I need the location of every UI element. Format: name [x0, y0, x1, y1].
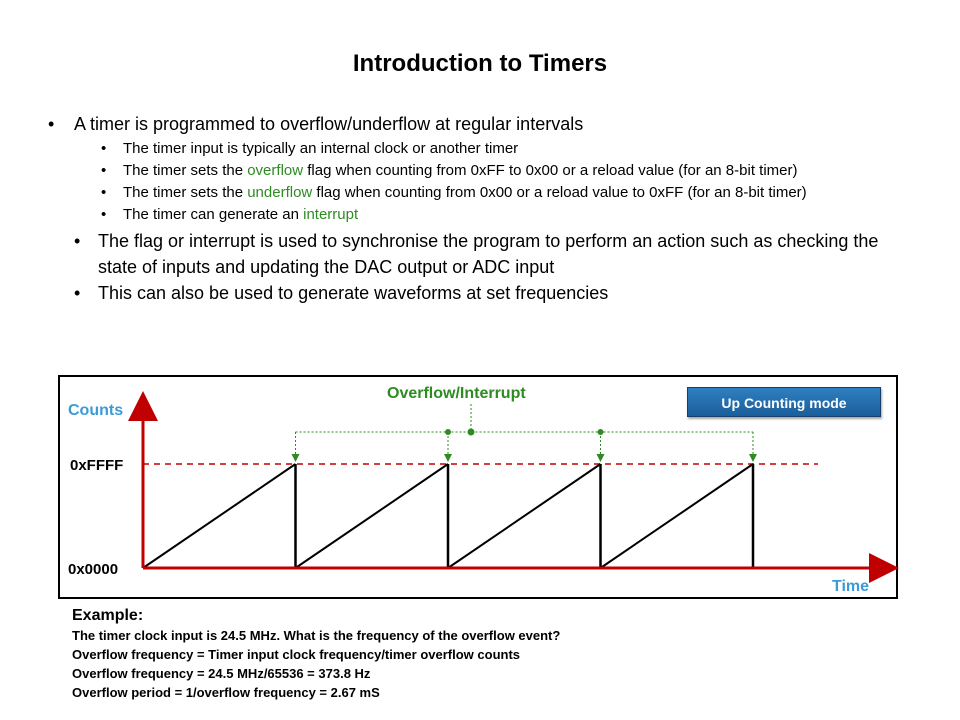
- bullet-waveforms: • This can also be used to generate waveforms at set frequencies: [48, 280, 918, 306]
- underflow-text-pre: The timer sets the: [123, 184, 248, 201]
- example-line: The timer clock input is 24.5 MHz. What is the frequency of the overflow event?: [72, 628, 561, 643]
- max-count-label: 0xFFFF: [70, 457, 124, 474]
- example-line: Overflow period = 1/overflow frequency = 2.67 mS: [72, 685, 380, 700]
- slide-title: Introduction to Timers: [352, 50, 608, 77]
- interrupt-junction-dot: [468, 429, 475, 436]
- overflow-text-post: flag when counting from 0xFF to 0x00 or a reload value (for an 8-bit timer): [303, 162, 798, 179]
- underflow-highlight: underflow: [247, 184, 313, 201]
- ramp-segment: [601, 464, 754, 568]
- example-heading: Example:: [72, 607, 144, 624]
- interrupt-junction-dot: [445, 429, 451, 435]
- example-line: Overflow frequency = Timer input clock frequency/timer overflow counts: [72, 647, 521, 662]
- min-count-label: 0x0000: [68, 561, 119, 578]
- overflow-interrupt-annotation: [296, 404, 754, 458]
- sub-bullet-timer-input: • The timer input is typically an internal clock or another timer: [48, 138, 918, 160]
- interrupt-highlight: interrupt: [303, 206, 359, 223]
- ramp-segment: [143, 464, 296, 568]
- ramp-segment: [448, 464, 601, 568]
- overflow-highlight: overflow: [247, 162, 304, 179]
- overflow-interrupt-label: Overflow/Interrupt: [387, 385, 526, 402]
- example-line: Overflow frequency = 24.5 MHz/65536 = 373.8 Hz: [72, 666, 371, 681]
- x-axis-label: Time: [832, 578, 870, 595]
- sawtooth-waveform: [143, 464, 753, 568]
- up-counting-mode-button[interactable]: Up Counting mode: [687, 387, 881, 417]
- y-axis-label: Counts: [68, 402, 124, 419]
- example-section: [72, 606, 892, 702]
- interrupt-text-pre: The timer can generate an: [123, 206, 304, 223]
- ramp-segment: [296, 464, 449, 568]
- bullet-timer-programmed: • A timer is programmed to overflow/underflow at regular intervals: [48, 113, 918, 135]
- overflow-text-pre: The timer sets the: [123, 162, 248, 179]
- bullet-flag-interrupt: • The flag or interrupt is used to synchronise the program to perform an action such as checking the state of inputs and updating the DAC output or ADC input: [48, 228, 918, 280]
- underflow-text-post: flag when counting from 0x00 or a reload value to 0xFF (for an 8-bit timer): [312, 184, 807, 201]
- interrupt-junction-dot: [598, 429, 604, 435]
